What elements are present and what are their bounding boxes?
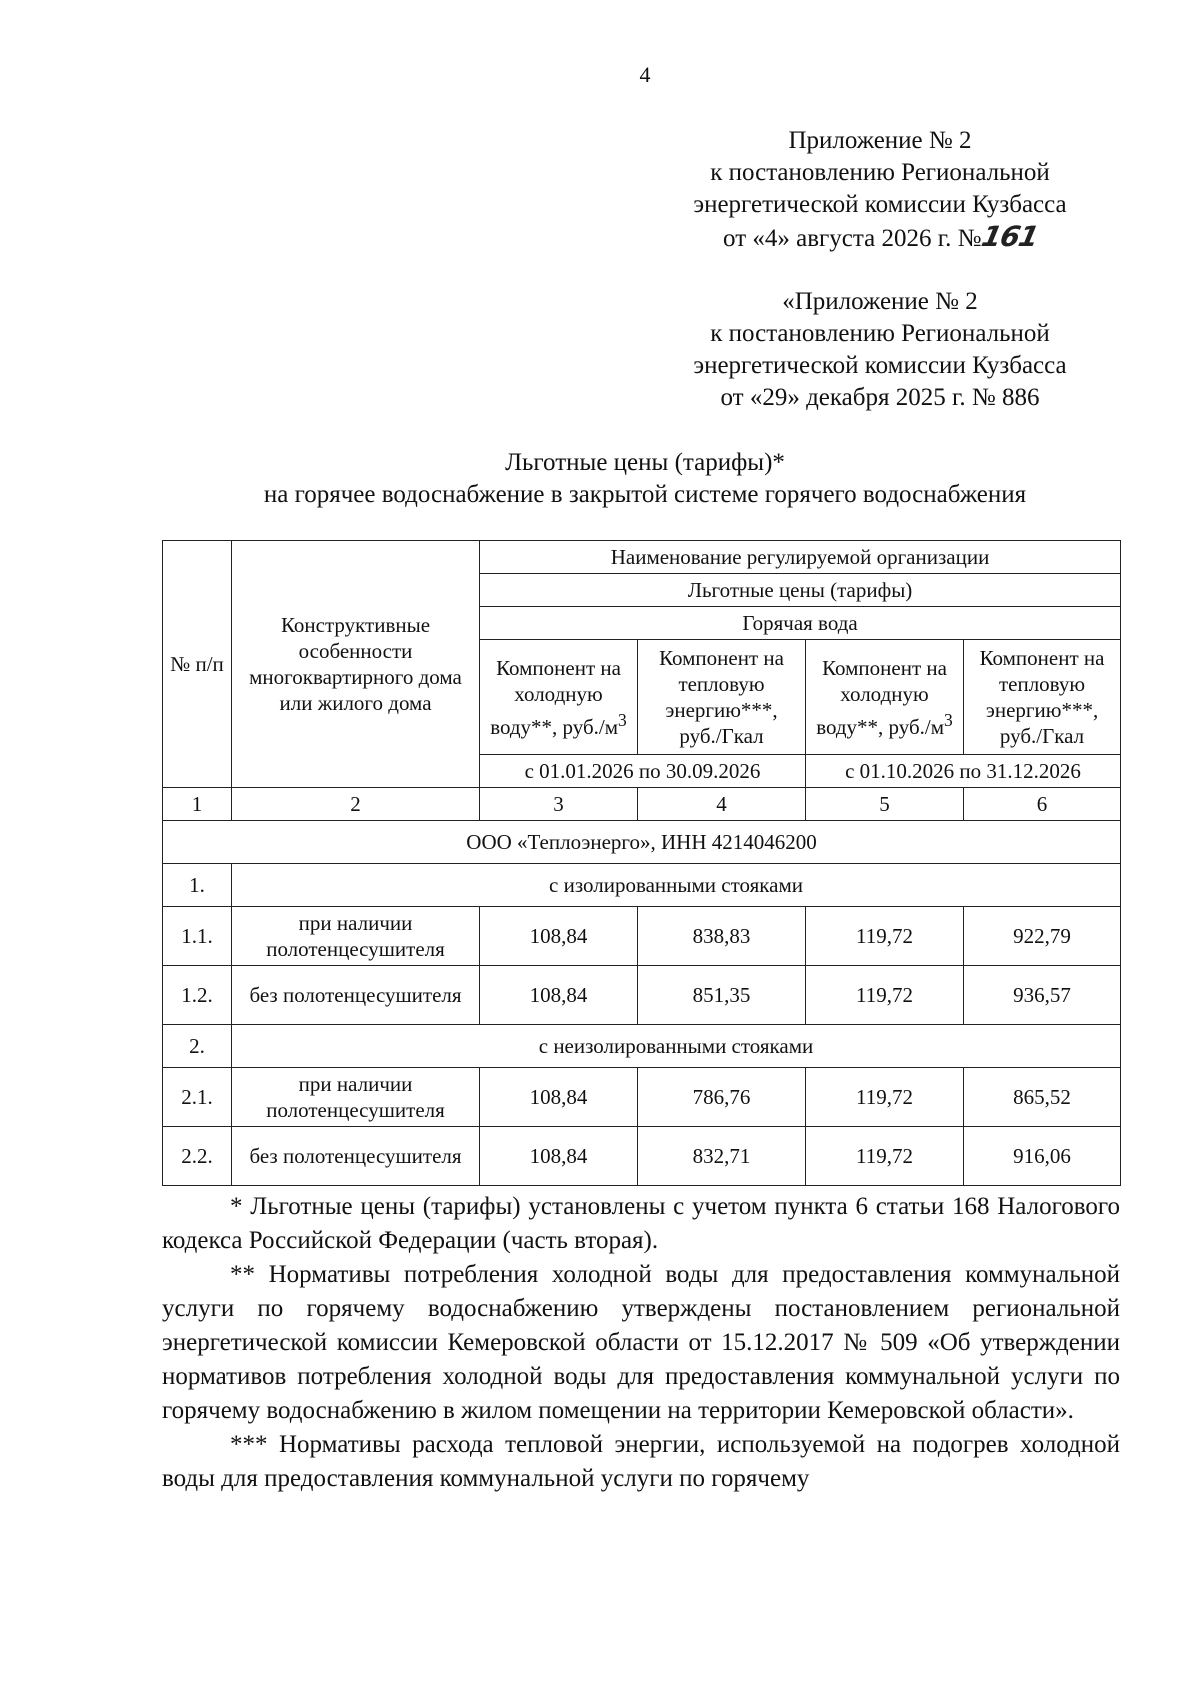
footnote-3: *** Нормативы расхода тепловой энергии, используемой на подогрев холодной воды для предоставления коммунальной услуги по горячему: [162, 1431, 1120, 1492]
row-number: 2.2.: [163, 1127, 232, 1186]
section-name: с неизолированными стояками: [232, 1025, 1121, 1068]
column-number: 3: [480, 788, 638, 821]
appendix-line: энергетической комиссии Кузбасса: [693, 191, 1067, 218]
title-line: на горячее водоснабжение в закрытой системе горячего водоснабжения: [263, 481, 1027, 508]
header-col5-text: Компонент на холодную воду**, руб./м: [816, 655, 947, 739]
header-hot-water: Горячая вода: [480, 607, 1121, 640]
title-line: Льготные цены (тарифы)*: [505, 449, 785, 476]
cell-value: 916,06: [964, 1127, 1121, 1186]
row-number: 1.2.: [163, 966, 232, 1025]
section-name: с изолированными стояками: [232, 864, 1121, 907]
header-col3: [480, 640, 638, 755]
row-name: без полотенцесушителя: [232, 1127, 480, 1186]
section-number: 1.: [163, 864, 232, 907]
footnote-1: * Льготные цены (тарифы) установлены с учетом пункта 6 статьи 168 Налогового кодекса Российской Федерации (часть вторая).: [162, 1193, 1120, 1254]
page-number: 4: [639, 62, 651, 87]
cell-value: 108,84: [480, 1127, 638, 1186]
section-row: [163, 864, 1121, 907]
cell-value: 108,84: [480, 907, 638, 966]
appendix-line: к постановлению Региональной: [710, 320, 1050, 347]
column-number: 1: [163, 788, 232, 821]
organization-name: ООО «Теплоэнерго», ИНН 4214046200: [163, 821, 1121, 864]
footnote-2: ** Нормативы потребления холодной воды для предоставления коммунальной услуги по горячему водоснабжению утверждены постановлением региональной энергетической комиссии Кемеровской области от 15.12.2017 № 509 «Об утверждении нормативов потребления холодной воды для предоставления коммунальной услуги по горячему водоснабжению в жилом помещении на территории Кемеровской области».: [162, 1261, 1120, 1424]
column-number: 2: [232, 788, 480, 821]
table-row: [163, 1127, 1121, 1186]
footnotes: [162, 1190, 1120, 1496]
cell-value: 119,72: [806, 907, 964, 966]
header-col3-text: Компонент на холодную воду**, руб./м: [490, 655, 621, 739]
cell-value: 108,84: [480, 966, 638, 1025]
section-number: 2.: [163, 1025, 232, 1068]
appendix-line: Приложение № 2: [788, 127, 972, 154]
handwritten-number: 161: [978, 220, 1041, 253]
table-row: [163, 1068, 1121, 1127]
header-design: Конструктивные особенности многоквартирного дома или жилого дома: [232, 541, 480, 788]
cell-value: 936,57: [964, 966, 1121, 1025]
cell-value: 786,76: [638, 1068, 806, 1127]
original-appendix-header: [640, 286, 1120, 414]
cell-value: 838,83: [638, 907, 806, 966]
tariff-table: [162, 540, 1121, 1186]
cell-value: 832,71: [638, 1127, 806, 1186]
column-number: 4: [638, 788, 806, 821]
header-col6: Компонент на тепловую энергию***, руб./Гкал: [964, 640, 1121, 755]
document-title: [0, 447, 1200, 511]
organization-row: [163, 821, 1121, 864]
appendix-line: «Приложение № 2: [782, 288, 978, 315]
cell-value: 119,72: [806, 966, 964, 1025]
appendix-header: [640, 125, 1120, 255]
header-col5: [806, 640, 964, 755]
cell-value: 119,72: [806, 1127, 964, 1186]
superscript: 3: [944, 709, 953, 730]
superscript: 3: [618, 709, 627, 730]
appendix-line: [640, 221, 1120, 255]
table-row: [163, 907, 1121, 966]
row-name: без полотенцесушителя: [232, 966, 480, 1025]
row-number: 1.1.: [163, 907, 232, 966]
table-row: [163, 966, 1121, 1025]
appendix-line: энергетической комиссии Кузбасса: [693, 352, 1067, 379]
header-row: [163, 541, 1121, 574]
column-number: 6: [964, 788, 1121, 821]
cell-value: 108,84: [480, 1068, 638, 1127]
appendix-line: к постановлению Региональной: [710, 159, 1050, 186]
row-name: при наличии полотенцесушителя: [232, 1068, 480, 1127]
cell-value: 851,35: [638, 966, 806, 1025]
column-number: 5: [806, 788, 964, 821]
appendix-line: от «29» декабря 2025 г. № 886: [720, 384, 1040, 411]
section-row: [163, 1025, 1121, 1068]
period-2: с 01.10.2026 по 31.12.2026: [806, 755, 1121, 788]
column-numbers-row: [163, 788, 1121, 821]
header-organization: Наименование регулируемой организации: [480, 541, 1121, 574]
row-name: при наличии полотенцесушителя: [232, 907, 480, 966]
cell-value: 922,79: [964, 907, 1121, 966]
cell-value: 865,52: [964, 1068, 1121, 1127]
cell-value: 119,72: [806, 1068, 964, 1127]
appendix-date: от «4» августа 2026 г. №: [723, 225, 982, 252]
header-prices: Льготные цены (тарифы): [480, 574, 1121, 607]
period-1: с 01.01.2026 по 30.09.2026: [480, 755, 806, 788]
header-number: № п/п: [163, 541, 232, 788]
header-col4: Компонент на тепловую энергию***, руб./Гкал: [638, 640, 806, 755]
row-number: 2.1.: [163, 1068, 232, 1127]
